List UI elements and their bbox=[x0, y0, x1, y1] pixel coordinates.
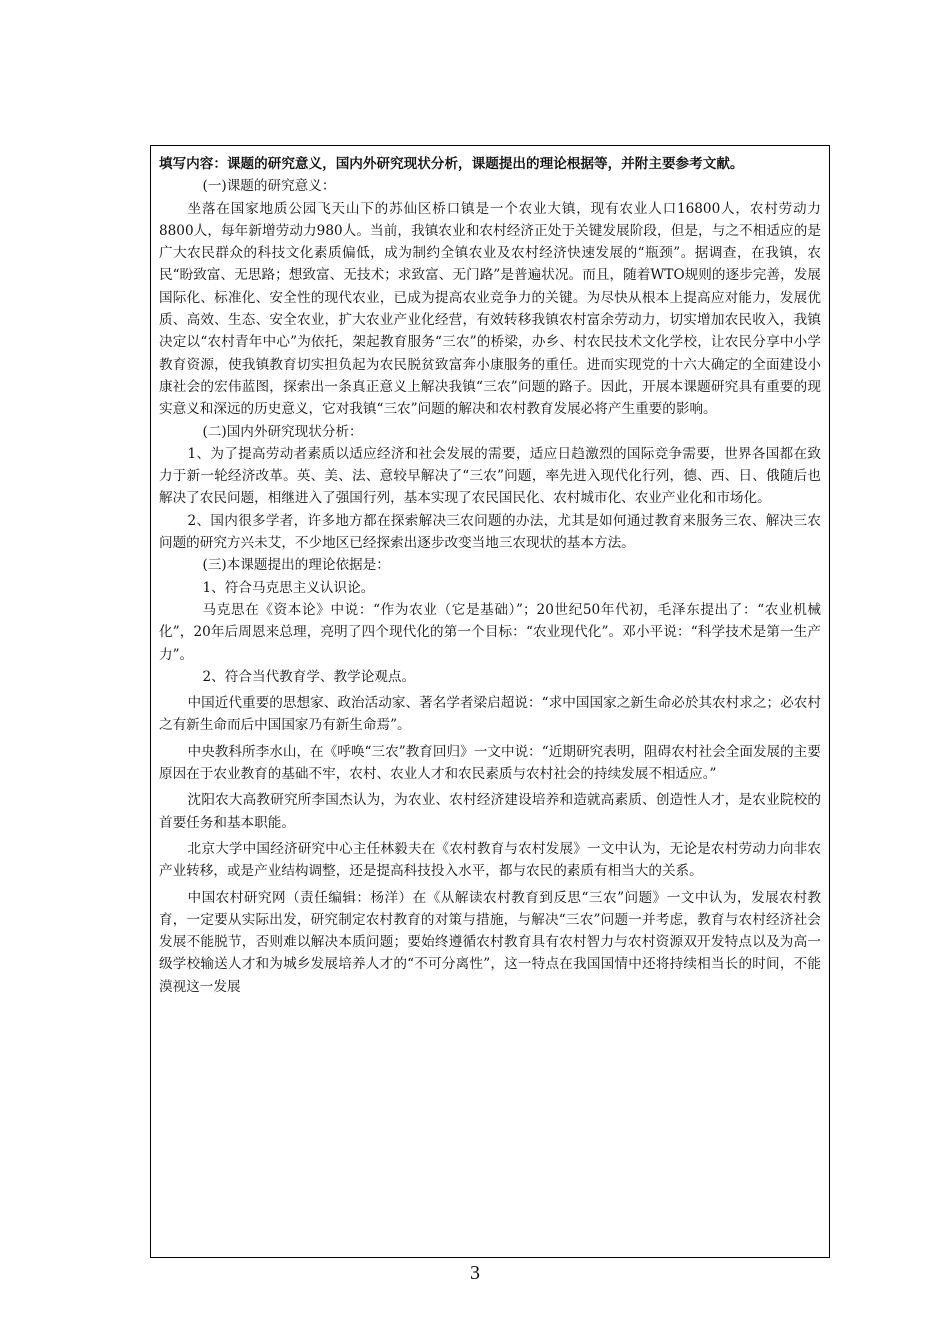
paragraph: 中国农村研究网（责任编辑：杨洋）在《从解读农村教育到反思“三农”问题》一文中认为，发展农村教育，一定要从实际出发，研究制定农村教育的对策与措施，与解决“三农”问题一并考虑，教育与农村经济社会发展不能脱节，否则难以解决本质问题；要始终遵循农村教育具有农村智力与农村资源双开发特点以及为高一级学校输送人才和为城乡发展培养人才的“不可分离性”，这一特点在我国国情中还将持续相当长的时间，不能漠视这一发展 bbox=[159, 889, 821, 995]
paragraph: 马克思在《资本论》中说：“作为农业（它是基础）”；20世纪50年代初，毛泽东提出了：“农业机械化”，20年后周恩来总理，亮明了四个现代化的第一个目标：“农业现代化”。邓小平说：“科学技术是第一生产力”。 bbox=[159, 601, 821, 663]
paragraph: 1、符合马克思主义认识论。 bbox=[202, 579, 375, 596]
paragraph: 2、符合当代教育学、教学论观点。 bbox=[202, 668, 416, 685]
paragraph: 中央教科所李水山，在《呼唤“三农”教育回归》一文中说：“近期研究表明，阻碍农村社会全面发展的主要原因在于农业教育的基础不牢，农村、农业人才和农民素质与农村社会的持续发展不相适应。” bbox=[159, 743, 821, 783]
paragraph: 坐落在国家地质公园飞天山下的苏仙区桥口镇是一个农业大镇，现有农业人口16800人，农村劳动力8800人，每年新增劳动力980人。当前，我镇农业和农村经济正处于关键发展阶段，但是，与之不相适应的是广大农民群众的科技文化素质偏低，成为制约全镇农业及农村经济快速发展的“瓶颈”。据调查，在我镇，农民“盼致富、无思路；想致富、无技术；求致富、无门路”是普遍状况。而且，随着WTO规则的逐步完善，发展国际化、标准化、安全性的现代农业，已成为提高农业竞争力的关键。为尽快从根本上提高应对能力，发展优质、高效、生态、安全农业，扩大农业产业化经营，有效转移我镇农村富余劳动力，切实增加农民收入，我镇决定以“农村青年中心”为依托，架起教育服务“三农”的桥梁，办乡、村农民技术文化学校，让农民分享中小学教育资源，使我镇教育切实担负起为农民脱贫致富奔小康服务的重任。进而实现党的十六大确定的全面建设小康社会的宏伟蓝图，探索出一条真正意义上解决我镇“三农”问题的路子。因此，开展本课题研究具有重要的现实意义和深远的历史意义，它对我镇“三农”问题的解决和农村教育发展必将产生重要的影响。 bbox=[159, 200, 821, 418]
paragraph: 中国近代重要的思想家、政治活动家、著名学者梁启超说：“求中国国家之新生命必於其农村求之；必农村之有新生命而后中国国家乃有新生命焉”。 bbox=[159, 695, 821, 734]
content-table-cell bbox=[150, 145, 830, 1258]
paragraph: 沈阳农大高教研究所李国杰认为，为农业、农村经济建设培养和造就高素质、创造性人才，是农业院校的首要任务和基本职能。 bbox=[159, 792, 821, 831]
section-heading: (二)国内外研究现状分析： bbox=[202, 423, 363, 440]
paragraph: 北京大学中国经济研究中心主任林毅夫在《农村教育与农村发展》一文中认为，无论是农村劳动力向非农产业转移，或是产业结构调整，还是提高科技投入水平，都与农民的素质有相当大的关系。 bbox=[159, 840, 821, 880]
section-heading: (一)课题的研究意义： bbox=[202, 178, 336, 195]
fill-instructions-header: 填写内容：课题的研究意义，国内外研究现状分析，课题提出的理论根据等，并附主要参考文献。 bbox=[159, 156, 744, 172]
paragraph: 1、为了提高劳动者素质以适应经济和社会发展的需要，适应日趋激烈的国际竞争需要，世界各国都在致力于新一轮经济改革。英、美、法、意较早解决了“三农”问题，率先进入现代化行列，德、西、日、俄随后也解决了农民问题，相继进入了强国行列，基本实现了农民国民化、农村城市化、农业产业化和市场化。 bbox=[159, 445, 821, 507]
paragraph: 2、国内很多学者，许多地方都在探索解决三农问题的办法，尤其是如何通过教育来服务三农、解决三农问题的研究方兴未艾，不少地区已经探索出逐步改变当地三农现状的基本方法。 bbox=[159, 512, 821, 552]
page-number: 3 bbox=[470, 1262, 480, 1284]
section-heading: (三)本课题提出的理论依据是： bbox=[202, 557, 390, 574]
